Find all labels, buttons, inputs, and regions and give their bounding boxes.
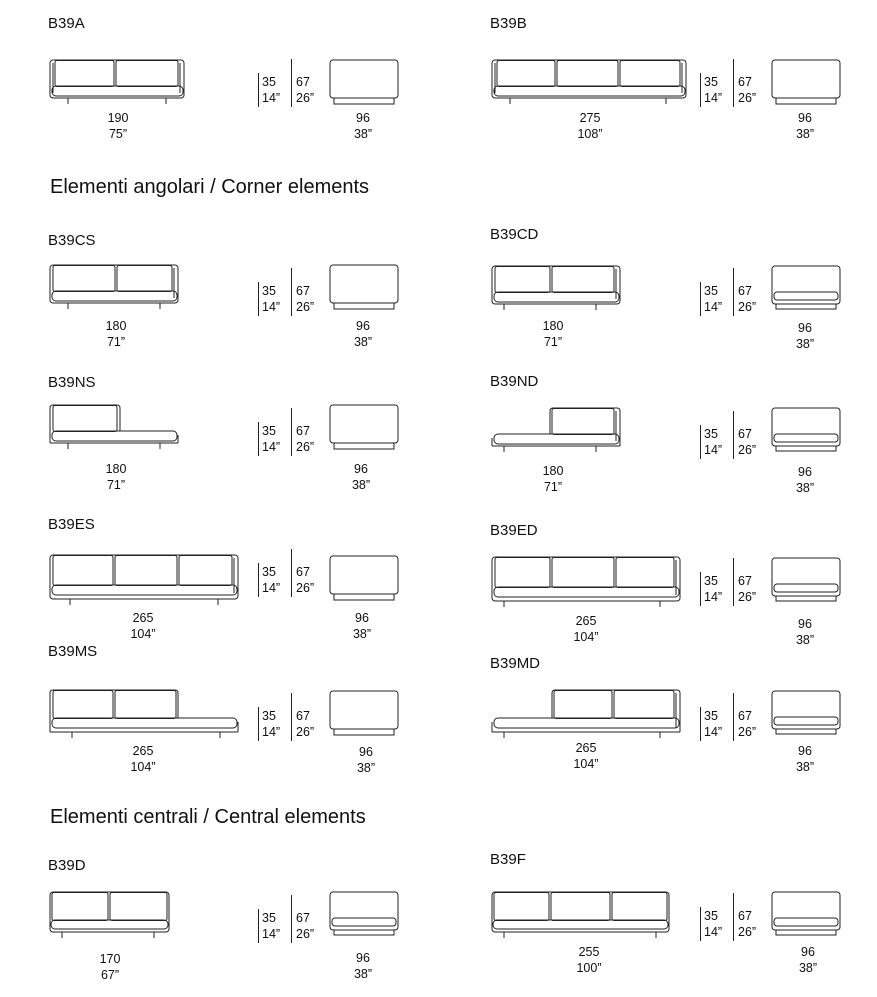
dimension-bar — [258, 707, 259, 741]
total-height-cm: 67 — [296, 424, 310, 438]
model-code: B39ND — [490, 373, 539, 390]
total-height-in: 26” — [296, 91, 315, 105]
model-b39md — [490, 655, 877, 795]
model-code: B39MS — [48, 643, 98, 660]
side-view-drawing — [328, 556, 403, 608]
depth-cm: 96 — [798, 617, 812, 631]
model-b39ed — [490, 522, 877, 662]
dimension-bar — [291, 408, 292, 456]
seat-height-in: 14” — [704, 91, 723, 105]
dimension-bar — [258, 563, 259, 597]
seat-height-cm: 35 — [262, 709, 276, 723]
width-in: 71” — [106, 335, 126, 349]
model-code: B39F — [490, 851, 526, 868]
side-view-drawing — [328, 892, 403, 944]
dimension-bar — [291, 693, 292, 741]
front-view-drawing — [48, 892, 173, 944]
depth-cm: 96 — [798, 321, 812, 335]
depth-in: 38” — [795, 127, 815, 141]
seat-height-cm: 35 — [262, 75, 276, 89]
front-view-drawing — [48, 265, 183, 317]
heading-central-elements: Elementi centrali / Central elements — [50, 806, 366, 828]
model-b39nd — [490, 373, 877, 513]
seat-height-cm: 35 — [704, 909, 718, 923]
front-view-drawing — [48, 555, 243, 607]
dimension-bar — [258, 422, 259, 456]
dimension-bar — [733, 558, 734, 606]
depth-in: 38” — [795, 337, 815, 351]
front-view-drawing — [48, 60, 188, 112]
total-height-in: 26” — [296, 927, 315, 941]
width-in: 100” — [576, 961, 602, 975]
side-view-drawing — [328, 405, 403, 457]
front-view-drawing — [490, 60, 690, 112]
dimension-bar — [733, 693, 734, 741]
width-cm: 265 — [132, 611, 154, 625]
depth-in: 38” — [353, 967, 373, 981]
total-height-in: 26” — [738, 725, 757, 739]
depth-cm: 96 — [798, 465, 812, 479]
total-height-in: 26” — [738, 590, 757, 604]
side-view-drawing — [328, 265, 403, 317]
seat-height-in: 14” — [262, 927, 281, 941]
width-in: 104” — [573, 630, 599, 644]
total-height-in: 26” — [738, 91, 757, 105]
side-view-drawing — [770, 892, 845, 944]
total-height-cm: 67 — [296, 911, 310, 925]
model-b39ms — [48, 643, 468, 783]
depth-cm: 96 — [356, 111, 370, 125]
model-b39f — [490, 851, 877, 991]
dimension-bar — [733, 59, 734, 107]
dimension-bar — [258, 282, 259, 316]
side-view-drawing — [770, 558, 845, 610]
seat-height-in: 14” — [704, 443, 723, 457]
side-view-drawing — [770, 60, 845, 112]
depth-in: 38” — [352, 627, 372, 641]
total-height-cm: 67 — [296, 75, 310, 89]
dimension-bar — [733, 268, 734, 316]
dimension-bar — [733, 411, 734, 459]
total-height-in: 26” — [738, 443, 757, 457]
seat-height-cm: 35 — [704, 75, 718, 89]
width-cm: 275 — [579, 111, 601, 125]
seat-height-cm: 35 — [704, 709, 718, 723]
depth-in: 38” — [353, 335, 373, 349]
width-cm: 190 — [107, 111, 129, 125]
heading-corner-elements: Elementi angolari / Corner elements — [50, 176, 370, 198]
dimension-bar — [291, 268, 292, 316]
side-view-drawing — [770, 408, 845, 460]
model-code: B39B — [490, 15, 527, 32]
depth-cm: 96 — [359, 745, 373, 759]
side-view-drawing — [770, 691, 845, 743]
side-view-drawing — [328, 691, 403, 743]
seat-height-in: 14” — [704, 725, 723, 739]
model-code: B39CD — [490, 226, 539, 243]
width-in: 67” — [100, 968, 120, 982]
width-in: 75” — [108, 127, 128, 141]
dimension-bar — [258, 73, 259, 107]
width-cm: 265 — [575, 614, 597, 628]
seat-height-in: 14” — [704, 300, 723, 314]
seat-height-cm: 35 — [262, 424, 276, 438]
depth-cm: 96 — [356, 319, 370, 333]
model-b39cs — [48, 232, 468, 372]
total-height-cm: 67 — [738, 427, 752, 441]
model-code: B39D — [48, 857, 86, 874]
total-height-cm: 67 — [296, 284, 310, 298]
seat-height-in: 14” — [704, 925, 723, 939]
depth-in: 38” — [795, 481, 815, 495]
depth-cm: 96 — [798, 744, 812, 758]
model-code: B39A — [48, 15, 85, 32]
width-in: 71” — [543, 335, 563, 349]
front-view-drawing — [490, 557, 685, 609]
model-b39es — [48, 516, 468, 656]
model-code: B39ED — [490, 522, 538, 539]
model-b39ns — [48, 374, 468, 514]
seat-height-cm: 35 — [262, 284, 276, 298]
total-height-cm: 67 — [738, 284, 752, 298]
total-height-in: 26” — [296, 300, 315, 314]
seat-height-in: 14” — [262, 91, 281, 105]
depth-cm: 96 — [801, 945, 815, 959]
seat-height-in: 14” — [704, 590, 723, 604]
seat-height-cm: 35 — [704, 574, 718, 588]
dimension-bar — [700, 73, 701, 107]
width-in: 104” — [130, 760, 156, 774]
width-cm: 180 — [105, 319, 127, 333]
dimension-bar — [700, 707, 701, 741]
dimension-bar — [291, 549, 292, 597]
model-code: B39NS — [48, 374, 96, 391]
width-cm: 170 — [99, 952, 121, 966]
width-cm: 180 — [542, 319, 564, 333]
side-view-drawing — [328, 60, 403, 112]
front-view-drawing — [490, 266, 625, 318]
model-code: B39CS — [48, 232, 96, 249]
front-view-drawing — [490, 408, 625, 460]
depth-in: 38” — [795, 760, 815, 774]
depth-cm: 96 — [354, 462, 368, 476]
seat-height-cm: 35 — [262, 911, 276, 925]
side-view-drawing — [770, 266, 845, 318]
width-in: 71” — [106, 478, 126, 492]
width-in: 104” — [573, 757, 599, 771]
total-height-cm: 67 — [738, 75, 752, 89]
depth-cm: 96 — [355, 611, 369, 625]
seat-height-in: 14” — [262, 581, 281, 595]
model-b39a — [48, 15, 468, 155]
total-height-cm: 67 — [738, 909, 752, 923]
total-height-in: 26” — [296, 581, 315, 595]
model-b39d — [48, 857, 468, 997]
total-height-cm: 67 — [296, 709, 310, 723]
dimension-bar — [700, 425, 701, 459]
width-in: 104” — [130, 627, 156, 641]
seat-height-cm: 35 — [704, 284, 718, 298]
model-code: B39MD — [490, 655, 541, 672]
seat-height-cm: 35 — [262, 565, 276, 579]
total-height-in: 26” — [738, 300, 757, 314]
width-cm: 180 — [105, 462, 127, 476]
total-height-cm: 67 — [738, 709, 752, 723]
seat-height-in: 14” — [262, 300, 281, 314]
width-in: 71” — [543, 480, 563, 494]
dimension-bar — [700, 907, 701, 941]
depth-in: 38” — [353, 127, 373, 141]
depth-in: 38” — [351, 478, 371, 492]
front-view-drawing — [48, 405, 183, 457]
seat-height-cm: 35 — [704, 427, 718, 441]
total-height-in: 26” — [296, 440, 315, 454]
seat-height-in: 14” — [262, 440, 281, 454]
total-height-cm: 67 — [738, 574, 752, 588]
total-height-cm: 67 — [296, 565, 310, 579]
dimension-bar — [733, 893, 734, 941]
depth-in: 38” — [798, 961, 818, 975]
front-view-drawing — [48, 690, 243, 742]
width-cm: 255 — [578, 945, 600, 959]
model-b39cd — [490, 226, 877, 366]
depth-in: 38” — [795, 633, 815, 647]
width-in: 108” — [577, 127, 603, 141]
seat-height-in: 14” — [262, 725, 281, 739]
width-cm: 265 — [575, 741, 597, 755]
dimension-bar — [258, 909, 259, 943]
model-code: B39ES — [48, 516, 95, 533]
dimension-bar — [700, 282, 701, 316]
dimension-bar — [700, 572, 701, 606]
model-b39b — [490, 15, 877, 155]
width-cm: 265 — [132, 744, 154, 758]
front-view-drawing — [490, 892, 675, 944]
width-cm: 180 — [542, 464, 564, 478]
dimension-bar — [291, 895, 292, 943]
front-view-drawing — [490, 690, 685, 742]
total-height-in: 26” — [738, 925, 757, 939]
dimension-bar — [291, 59, 292, 107]
depth-cm: 96 — [356, 951, 370, 965]
depth-in: 38” — [356, 761, 376, 775]
depth-cm: 96 — [798, 111, 812, 125]
total-height-in: 26” — [296, 725, 315, 739]
